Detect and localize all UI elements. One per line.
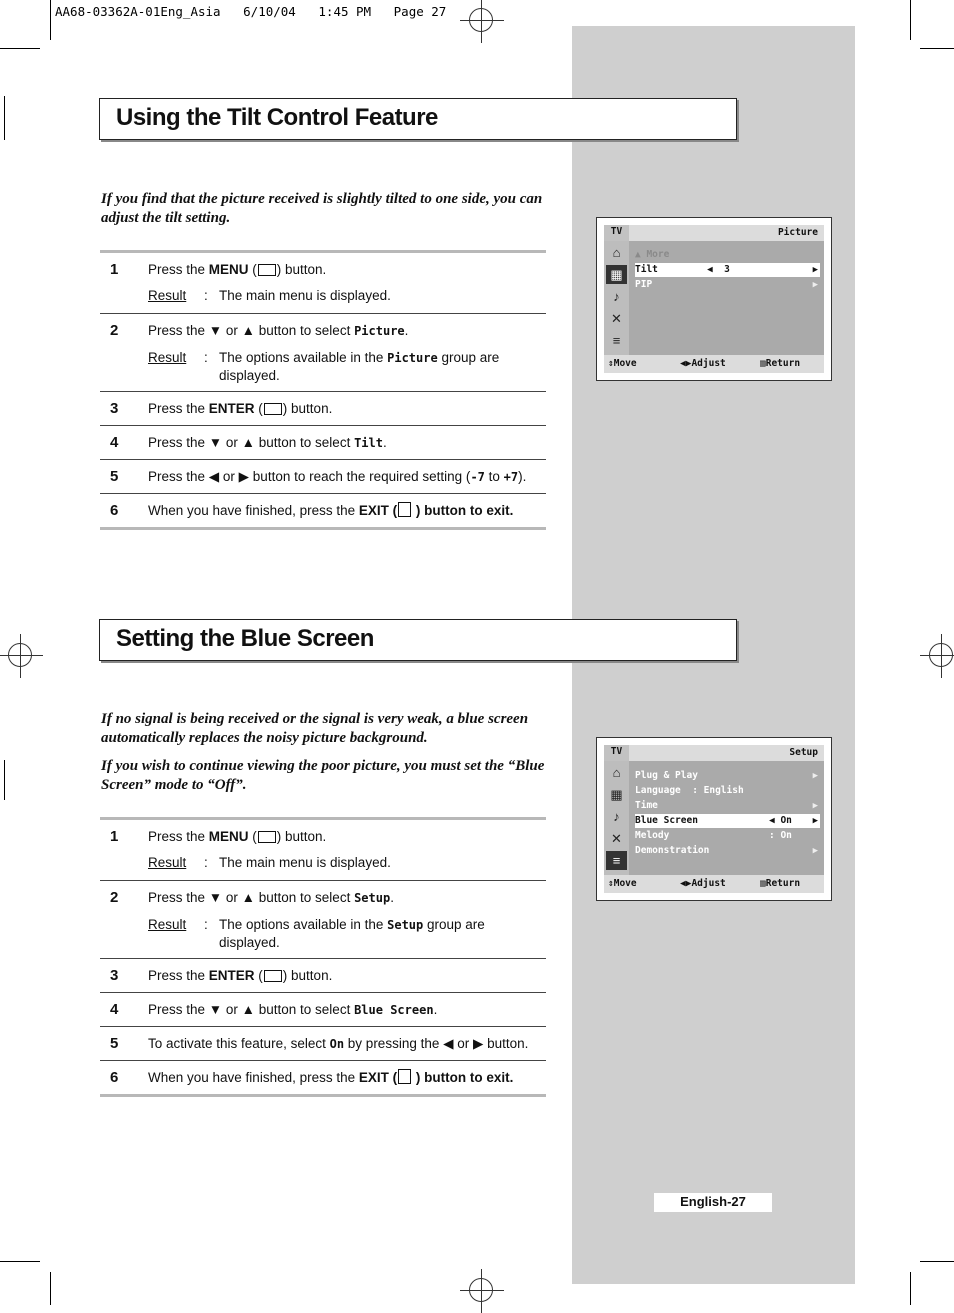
osd-footer: ⇕ Move ◀▶ Adjust ▥ Return [604,875,824,893]
osd-row: PIP ▶ [635,279,818,290]
crop-mark [4,96,5,140]
section-title: Setting the Blue Screen [116,625,374,652]
registration-mark [8,643,32,667]
osd-row: Demonstration ▶ [635,845,818,856]
enter-button-icon [264,970,282,982]
osd-row: Melody : On [635,830,792,841]
step-row: 2 Press the ▼ or ▲ button to select Setup. Result : The options available in the Setup group are displayed. [100,880,546,958]
registration-mark [929,643,953,667]
osd-title: Picture [777,227,818,238]
channel-icon: ✕ [611,311,622,326]
picture-icon: ▦ [610,787,623,802]
step-row: 3 Press the ENTER ( ) button. [100,391,546,425]
step-row: 6 When you have finished, press the EXIT ( ) button to exit. [100,1060,546,1094]
result-label: Result [148,288,187,303]
osd-row: Time ▶ [635,800,818,811]
page-number: English-27 [654,1193,772,1212]
osd-sidebar [604,761,629,875]
menu-button-icon [258,831,276,843]
crop-mark [920,48,954,49]
exit-button-icon [398,1069,411,1084]
step-row: 5 To activate this feature, select On by pressing the ◀ or ▶ button. [100,1026,546,1060]
input-icon: ⌂ [612,765,621,780]
crop-mark [910,0,911,40]
step-row: 5 Press the ◀ or ▶ button to reach the required setting (-7 to +7). [100,459,546,493]
osd-footer: ⇕ Move ◀▶ Adjust ▥ Return [604,355,824,373]
sound-icon: ♪ [613,289,620,304]
osd-setup-menu: TV Setup ⌂ ▦ ♪ ✕ ≡ Plug & Play ▶ Language : English Time ▶ Blue Screen ◀ On ▶ Melody : On Demonstration ▶ ⇕ Move ◀▶ Adjust ▥ Return [596,737,832,901]
registration-mark [469,8,493,32]
section-title: Using the Tilt Control Feature [116,104,438,131]
intro-text: If no signal is being received or the signal is very weak, a blue screen automatically replaces the noisy picture background. [101,711,529,746]
steps-table [100,817,546,1097]
osd-row: Language : English [635,785,744,796]
menu-button-icon [258,264,276,276]
setup-icon: ≡ [612,333,621,348]
section-title-box [99,98,737,140]
crop-mark [0,1261,40,1262]
crop-mark [50,0,51,40]
input-icon: ⌂ [612,245,621,260]
step-row: 1 Press the MENU ( ) button. Result : The main menu is displayed. [110,261,391,303]
osd-sidebar [604,241,629,355]
step-row: 2 Press the ▼ or ▲ button to select Picture. Result : The options available in the Picture group are displayed. [100,313,546,391]
intro-text: If you find that the picture received is slightly tilted to one side, you can adjust the tilt setting. [101,191,543,226]
crop-mark [50,1272,51,1305]
steps-table [100,250,546,530]
osd-row: Plug & Play ▶ [635,770,818,781]
osd-row: ▲ More [635,249,670,260]
step-row: 1 Press the MENU ( ) button. Result : The main menu is displayed. [110,828,391,870]
crop-mark [0,48,40,49]
crop-mark [920,1261,954,1262]
crop-mark [4,760,5,800]
step-row: 6 When you have finished, press the EXIT ( ) button to exit. [100,493,546,527]
step-row: 3 Press the ENTER ( ) button. [100,958,546,992]
print-slug: AA68-03362A-01Eng_Asia 6/10/04 1:45 PM Page 27 [55,4,447,19]
step-number: 1 [110,261,119,278]
channel-icon: ✕ [611,831,622,846]
intro-text: If you wish to continue viewing the poor picture, you must set the “Blue Screen” mode to “Off”. [101,758,545,793]
section-title-box [99,619,737,661]
osd-row-selected: Tilt ◀ 3 ▶ [635,264,818,275]
registration-mark [469,1278,493,1302]
crop-mark [910,1272,911,1305]
osd-picture-menu: TV Picture ⌂ ▦ ♪ ✕ ≡ ▲ More Tilt ◀ 3 ▶ PIP ▶ ⇕ Move ◀▶ Adjust ▥ Return [596,217,832,381]
osd-row-selected: Blue Screen ◀ On ▶ [635,815,818,826]
setup-icon: ≡ [606,851,627,870]
step-row: 4 Press the ▼ or ▲ button to select Blue Screen. [100,992,546,1026]
osd-title: Setup [789,747,818,758]
sound-icon: ♪ [613,809,620,824]
picture-icon: ▦ [606,265,627,284]
step-row: 4 Press the ▼ or ▲ button to select Tilt. [100,425,546,459]
exit-button-icon [398,502,411,517]
enter-button-icon [264,403,282,415]
